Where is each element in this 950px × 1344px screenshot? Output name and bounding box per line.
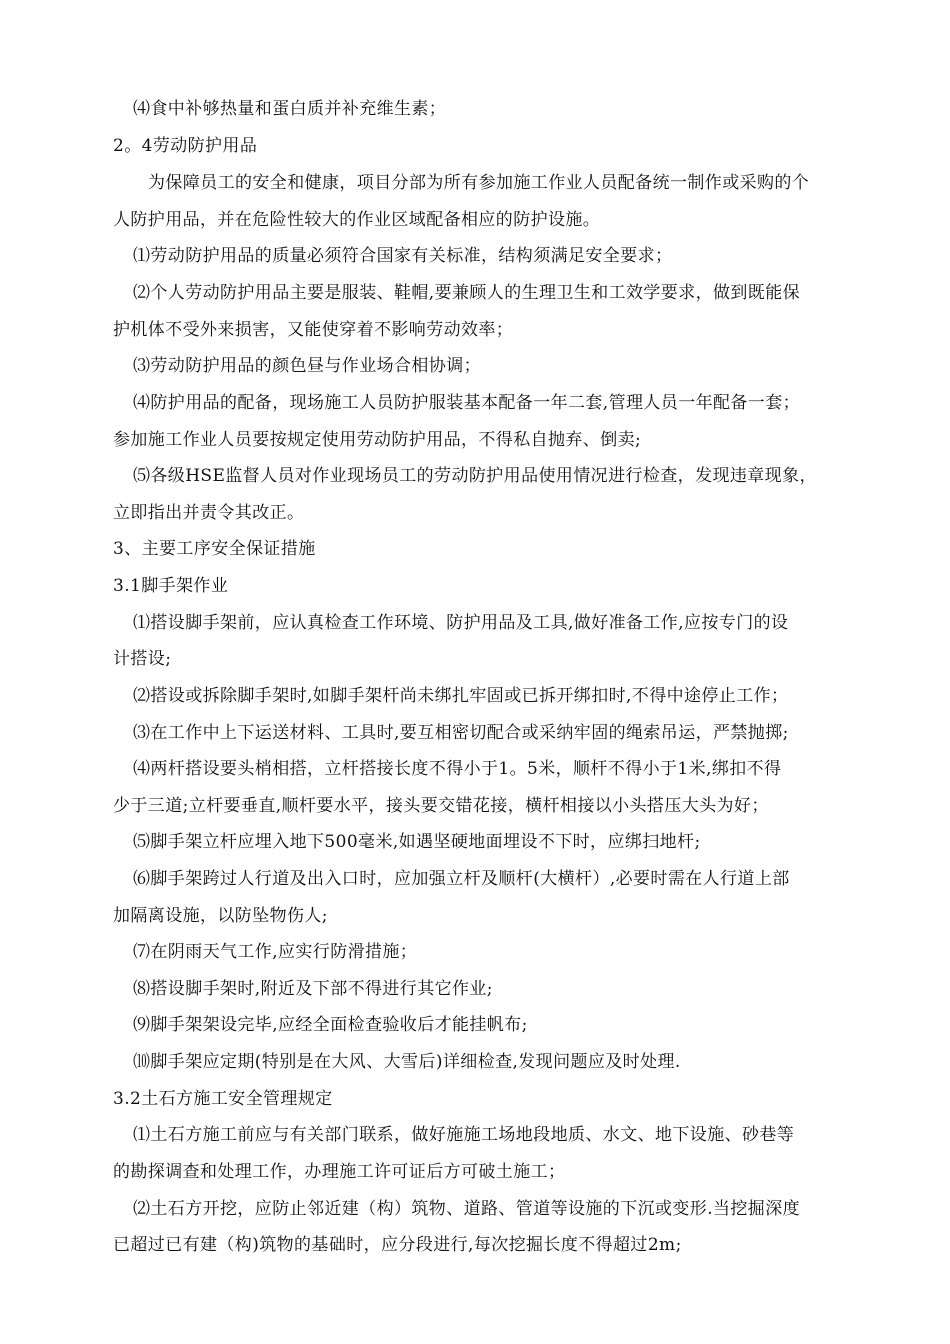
text-line: 少于三道;立杆要垂直,顺杆要水平，接头要交错花接，横杆相接以小头搭压大头为好； bbox=[113, 796, 769, 816]
text-line: ⑷防护用品的配备，现场施工人员防护服装基本配备一年二套,管理人员一年配备一套； bbox=[133, 393, 801, 413]
text-line: 的勘探调查和处理工作，办理施工许可证后方可破土施工； bbox=[113, 1162, 566, 1182]
section-heading: 3.2土石方施工安全管理规定 bbox=[113, 1089, 333, 1109]
text-line: ⑵搭设或拆除脚手架时,如脚手架杆尚未绑扎牢固或已拆开绑扣时,不得中途停止工作； bbox=[133, 686, 789, 706]
text-line: ⑶劳动防护用品的颜色昼与作业场合相协调； bbox=[133, 356, 481, 376]
text-line: ⑻搭设脚手架时,附近及下部不得进行其它作业; bbox=[133, 979, 493, 999]
text-line: 加隔离设施，以防坠物伤人; bbox=[113, 906, 328, 926]
text-line: 计搭设; bbox=[113, 649, 172, 669]
text-line: ⑷两杆搭设要头梢相搭，立杆搭接长度不得小于1。5米，顺杆不得小于1米,绑扣不得 bbox=[133, 759, 782, 779]
text-line: 护机体不受外来损害，又能使穿着不影响劳动效率； bbox=[113, 320, 514, 340]
text-line: 为保障员工的安全和健康，项目分部为所有参加施工作业人员配备统一制作或采购的个 bbox=[148, 173, 810, 193]
text-line: ⑴劳动防护用品的质量必须符合国家有关标准，结构须满足安全要求； bbox=[133, 246, 673, 266]
text-line: ⑹脚手架跨过人行道及出入口时，应加强立杆及顺杆(大横杆）,必要时需在人行道上部 bbox=[133, 869, 790, 889]
text-line: ⑷食中补够热量和蛋白质并补充维生素； bbox=[133, 99, 447, 119]
text-line: ⑸各级HSE监督人员对作业现场员工的劳动防护用品使用情况进行检查，发现违章现象， bbox=[133, 466, 817, 486]
text-line: ⑺在阴雨天气工作,应实行防滑措施； bbox=[133, 942, 418, 962]
text-line: 立即指出并责令其改正。 bbox=[113, 503, 305, 523]
text-line: ⑵个人劳动防护用品主要是服装、鞋帽,要兼顾人的生理卫生和工效学要求，做到既能保 bbox=[133, 283, 801, 303]
text-line: ⑶在工作中上下运送材料、工具时,要互相密切配合或采纳牢固的绳索吊运，严禁抛掷; bbox=[133, 723, 789, 743]
text-line: ⑸脚手架立杆应埋入地下500毫米,如遇坚硬地面埋设不下时，应绑扫地杆; bbox=[133, 832, 701, 852]
text-line: ⑽脚手架应定期(特别是在大风、大雪后)详细检查,发现问题应及时处理. bbox=[133, 1052, 681, 1072]
text-line: 参加施工作业人员要按规定使用劳动防护用品，不得私自抛弃、倒卖; bbox=[113, 430, 642, 450]
text-line: ⑼脚手架架设完毕,应经全面检查验收后才能挂帆布; bbox=[133, 1015, 528, 1035]
text-line: ⑴搭设脚手架前，应认真检查工作环境、防护用品及工具,做好准备工作,应按专门的设 bbox=[133, 613, 789, 633]
text-line: ⑴土石方施工前应与有关部门联系，做好施施工场地段地质、水文、地下设施、砂巷等 bbox=[133, 1125, 795, 1145]
section-heading: 2。4劳动防护用品 bbox=[113, 136, 258, 156]
section-heading: 3.1脚手架作业 bbox=[113, 576, 229, 596]
section-heading: 3、主要工序安全保证措施 bbox=[113, 539, 316, 559]
text-line: 已超过已有建（构)筑物的基础时，应分段进行,每次挖掘长度不得超过2m; bbox=[113, 1235, 682, 1255]
text-line: 人防护用品，并在危险性较大的作业区域配备相应的防护设施。 bbox=[113, 210, 601, 230]
text-line: ⑵土石方开挖，应防止邻近建（构）筑物、道路、管道等设施的下沉或变形.当挖掘深度 bbox=[133, 1199, 801, 1219]
